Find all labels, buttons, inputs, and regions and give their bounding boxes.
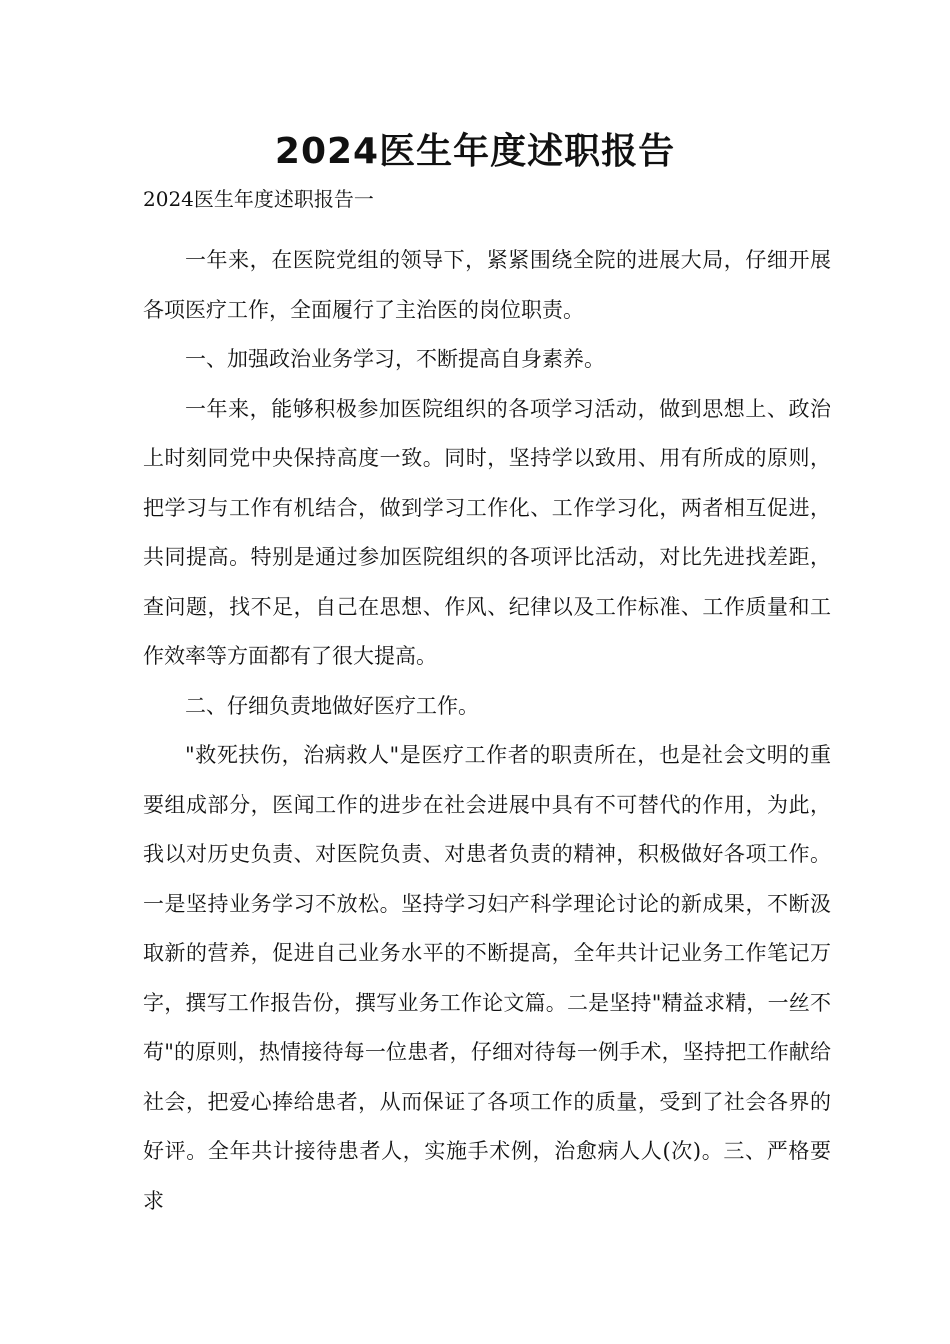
- document-title: 2024医生年度述职报告: [274, 131, 676, 172]
- paragraph-heading-2: 二、仔细负责地做好医疗工作。: [185, 693, 479, 718]
- document-body: [143, 236, 831, 1226]
- paragraph-study: 一年来，能够积极参加医院组织的各项学习活动，做到思想上、政治上时刻同党中央保持高度一致。同时，坚持学以致用、用有所成的原则，把学习与工作有机结合，做到学习工作化、工作学习化，两者相互促进，共同提高。特别是通过参加医院组织的各项评比活动，对比先进找差距，查问题，找不足，自己在思想、作风、纪律以及工作标准、工作质量和工作效率等方面都有了很大提高。: [143, 396, 831, 668]
- document-subtitle: 2024医生年度述职报告一: [143, 187, 374, 211]
- paragraph-intro: 一年来，在医院党组的领导下，紧紧围绕全院的进展大局，仔细开展各项医疗工作，全面履行了主治医的岗位职责。: [143, 248, 831, 322]
- paragraph-heading-1: 一、加强政治业务学习，不断提高自身素养。: [185, 347, 605, 371]
- paragraph-medical-work: "救死扶伤，治病救人"是医疗工作者的职责所在，也是社会文明的重要组成部分，医闻工作的进步在社会进展中具有不可替代的作用，为此，我以对历史负责、对医院负责、对患者负责的精神，积极做好各项工作。一是坚持业务学习不放松。坚持学习妇产科学理论讨论的新成果，不断汲取新的营养，促进自己业务水平的不断提高，全年共计记业务工作笔记万字，撰写工作报告份，撰写业务工作论文篇。二是坚持"精益求精，一丝不苟"的原则，热情接待每一位患者，仔细对待每一例手术，坚持把工作献给社会，把爱心捧给患者，从而保证了各项工作的质量，受到了社会各界的好评。全年共计接待患者人，实施手术例，治愈病人人(次)。三、严格要求: [143, 743, 831, 1213]
